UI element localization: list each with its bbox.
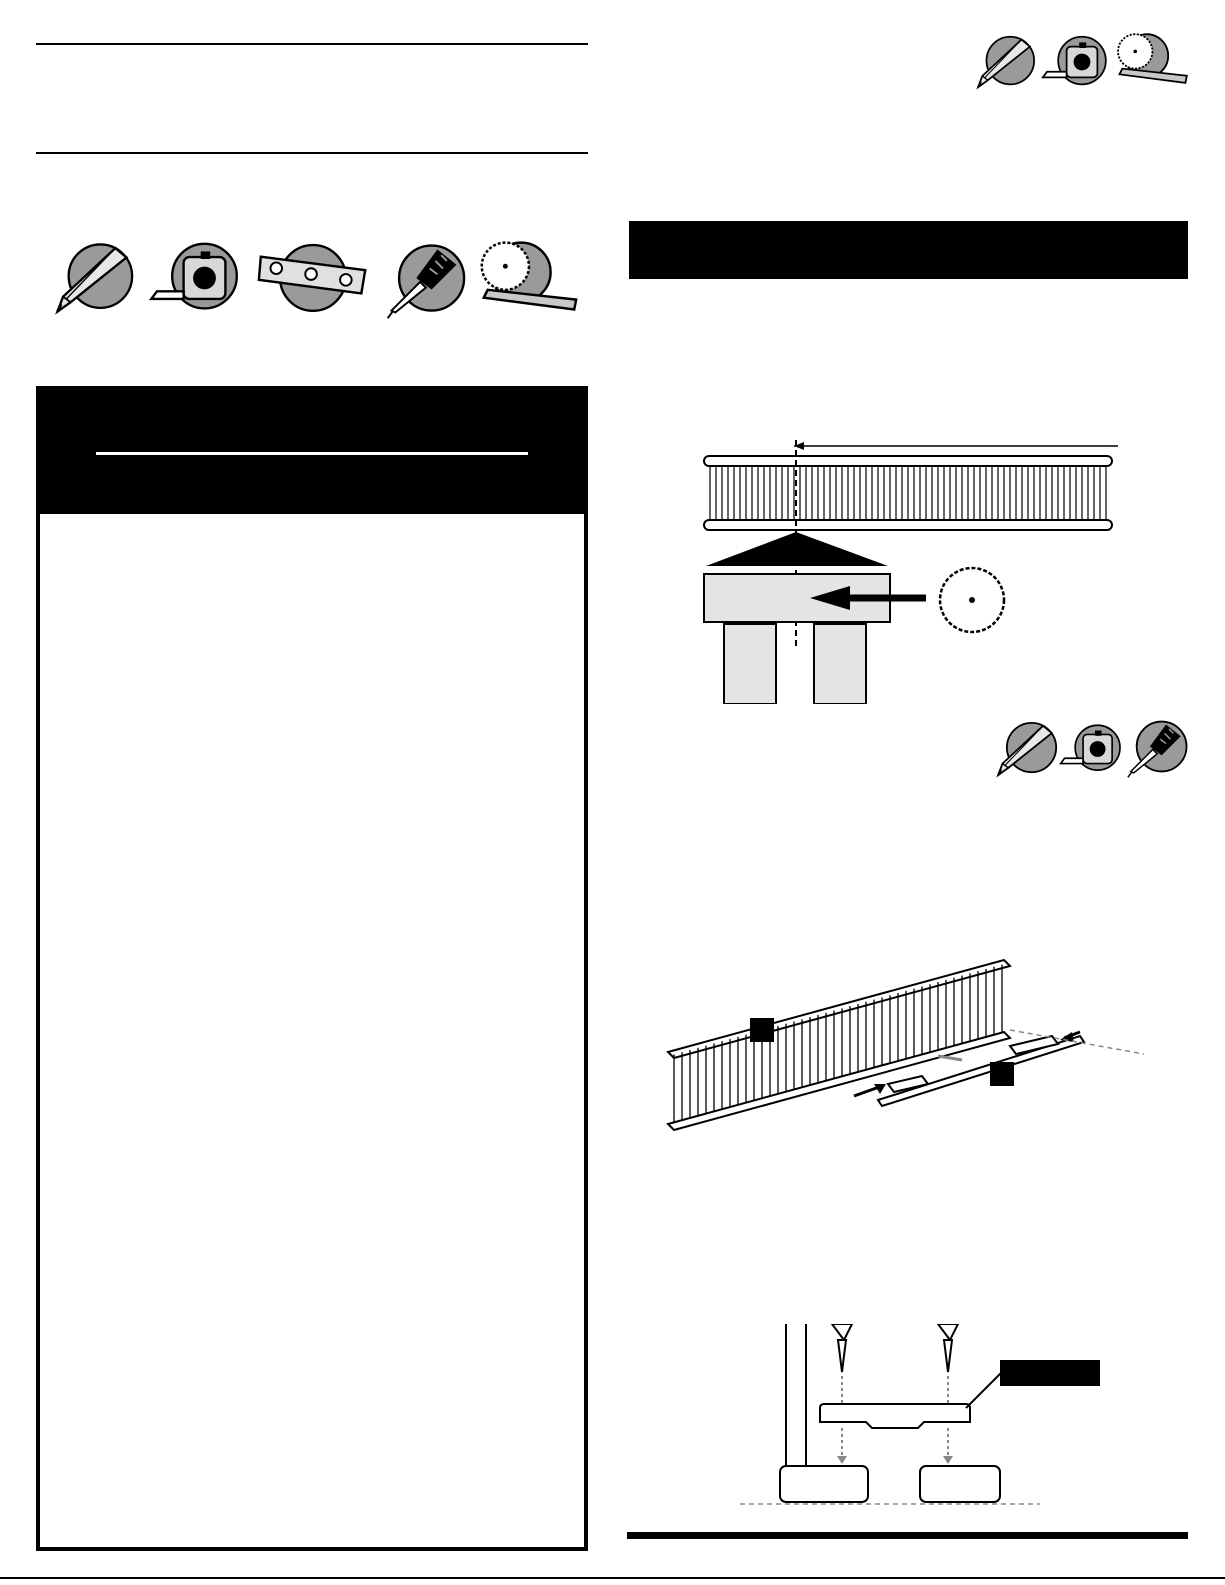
railing-bracket-figure <box>660 952 1160 1152</box>
marker-b <box>990 1062 1014 1086</box>
rail-screw-figure <box>740 1324 1120 1522</box>
arrow-grey <box>938 1056 962 1060</box>
page-bottom-rule <box>0 1577 1225 1579</box>
tape-measure-icon <box>1040 34 1110 90</box>
bottom-rule-right <box>627 1532 1188 1539</box>
railing-bottom-rail <box>704 520 1112 530</box>
note-header-rule <box>96 452 528 455</box>
railing-top-rail <box>704 456 1112 466</box>
base-block-right <box>920 1466 1000 1502</box>
angled-top-rail <box>668 960 1010 1058</box>
base-block-left <box>780 1466 868 1502</box>
railing-balusters <box>710 466 1106 520</box>
second-rule-left <box>36 152 588 154</box>
tape-measure-icon <box>1058 720 1124 778</box>
callout-label-box <box>1000 1360 1100 1386</box>
bottom-rail-piece <box>820 1404 970 1428</box>
screwdriver-icon <box>380 240 466 320</box>
section-banner <box>629 221 1188 279</box>
level-icon <box>255 236 371 316</box>
post-cap <box>706 532 888 566</box>
marker-a <box>750 1018 774 1042</box>
tape-measure-icon <box>145 240 245 316</box>
baluster <box>786 1324 806 1478</box>
circular-saw-icon <box>1108 30 1194 90</box>
pencil-icon <box>972 34 1036 90</box>
screw-right <box>938 1324 958 1412</box>
note-panel-header <box>40 390 584 514</box>
note-panel <box>36 386 588 1551</box>
top-rule-left <box>36 43 588 45</box>
railing-cut-figure <box>700 436 1140 704</box>
post-right <box>814 624 866 704</box>
pencil-icon <box>50 240 134 316</box>
callout-leader <box>966 1372 1002 1408</box>
post-left <box>724 624 776 704</box>
pencil-icon <box>992 720 1058 778</box>
circular-saw-icon <box>468 238 586 318</box>
screwdriver-icon <box>1122 718 1188 778</box>
screw-left <box>832 1324 852 1412</box>
